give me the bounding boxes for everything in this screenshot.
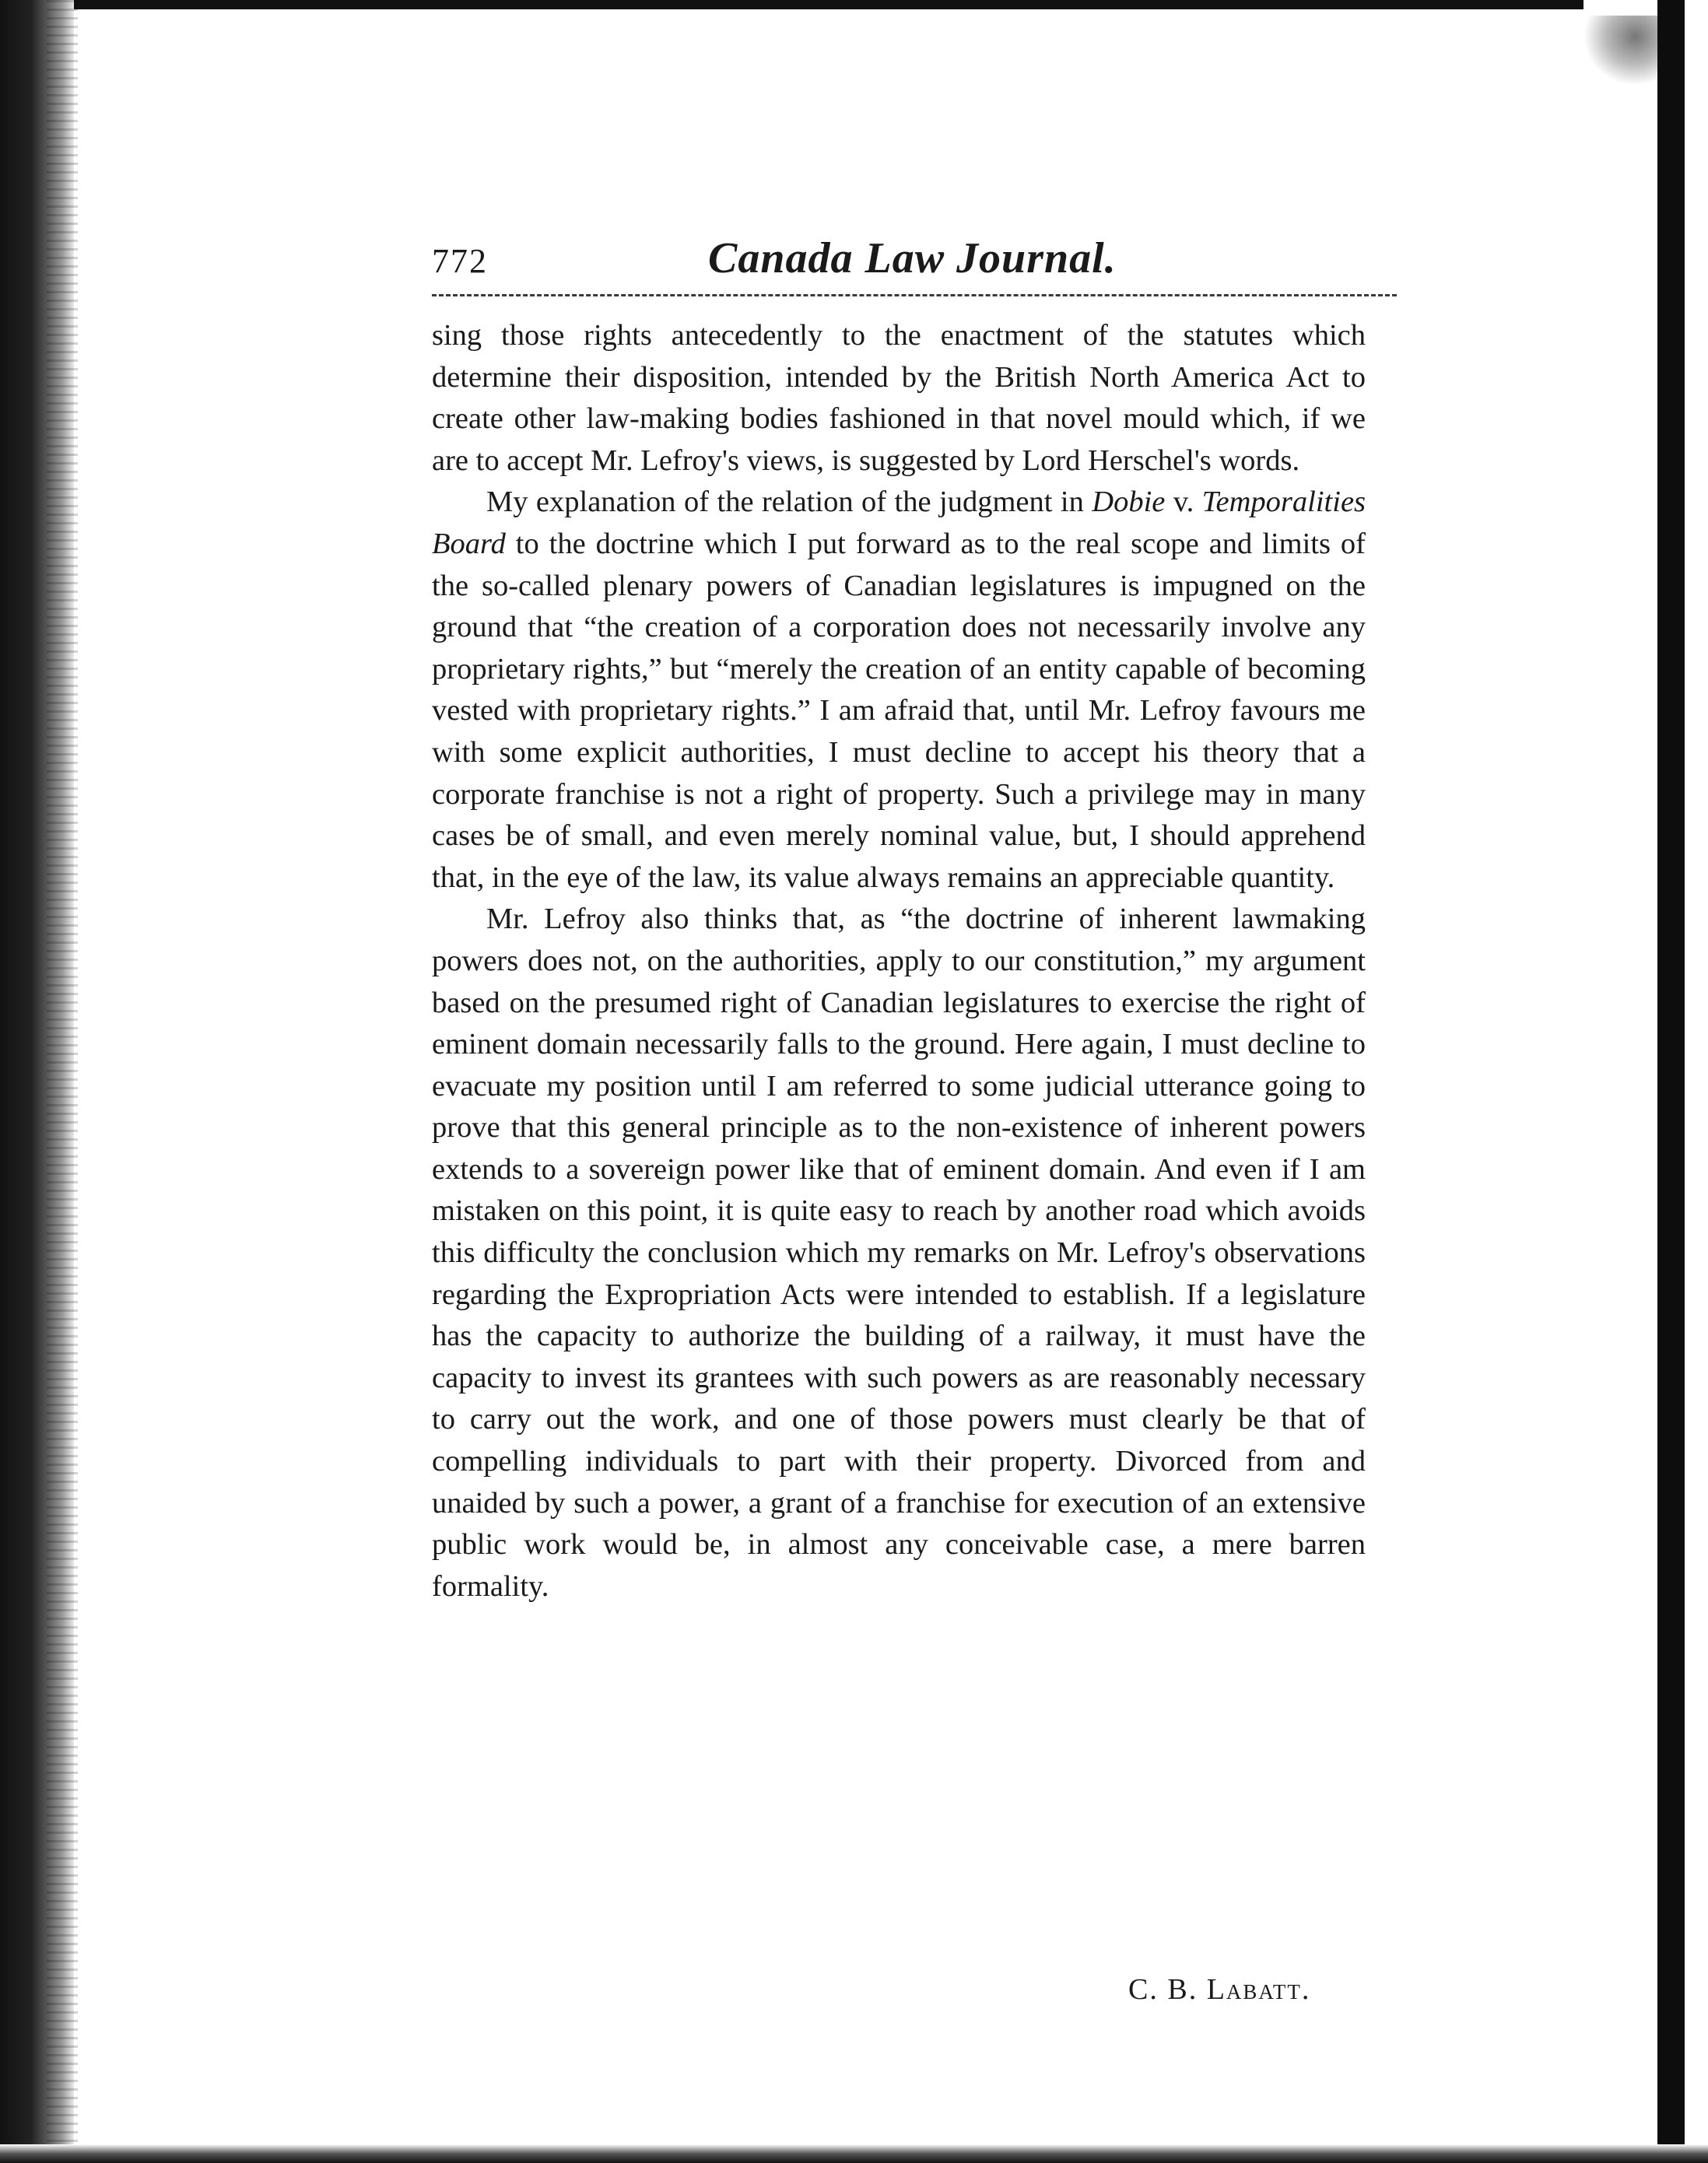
paragraph-text: v. (1165, 486, 1202, 519)
paragraph-text: to the doctrine which I put forward as to the real scope and limits of the so-called plenary powers of Canadian legislatures is impugned on the ground that “the creation of a corporation does not necessarily involve any proprietary rights,” but “merely the creation of an entity capable of becoming vested with proprietary rights.” I am afraid that, until Mr. Lefroy favours me with some explicit authorities, I must decline to accept his theory that a corporate franchise is not a right of property. Such a privilege may in many cases be of small, and even merely nominal value, but, I should apprehend that, in the eye of the law, its value always remains an appreciable quantity. (432, 527, 1366, 894)
scan-border-bottom (0, 2144, 1708, 2163)
header-rule (432, 294, 1397, 296)
scan-border-left (0, 0, 74, 2163)
paragraph (432, 315, 1366, 482)
page-header (432, 233, 1405, 288)
scan-border-bar (1657, 0, 1685, 2163)
scan-shadow (1583, 16, 1657, 86)
scan-border-top (0, 0, 1708, 9)
paragraph-text: sing those rights antecedently to the enactment of the statutes which determine their disposition, intended by the British North America Act to create other law-making bodies fashioned in that novel mould which, if we are to accept Mr. Lefroy's views, is suggested by Lord Herschel's words. (432, 319, 1366, 477)
author-surname: Labatt. (1206, 1973, 1311, 2006)
article-body (432, 315, 1366, 1607)
page-number: 772 (432, 242, 488, 280)
paragraph-text: Mr. Lefroy also thinks that, as “the doctrine of inherent lawmaking powers does not, on the authorities, apply to our constitution,” my argument based on the presumed right of Canadian legislatures to exercise the right of eminent domain necessarily falls to the ground. Here again, I must decline to evacuate my position until I am referred to some judicial utterance going to prove that this general principle as to the non-existence of inherent powers extends to a sovereign power like that of eminent domain. And even if I am mistaken on this point, it is quite easy to reach by another road which avoids this difficulty the conclusion which my remarks on Mr. Lefroy's observations regarding the Expropriation Acts were intended to establish. If a legislature has the capacity to authorize the building of a railway, it must have the capacity to invest its grantees with such powers as are reasonably necessary to carry out the work, and one of those powers must clearly be that of compelling individuals to part with their property. Divorced from and unaided by such a power, a grant of a franchise for execution of an extensive public work would be, in almost any conceivable case, a mere barren formality. (432, 903, 1366, 1603)
case-name: Dobie (1092, 486, 1166, 519)
paragraph (432, 482, 1366, 899)
author-initials: C. B. (1128, 1973, 1207, 2006)
paragraph-text: My explanation of the relation of the judgment in (486, 486, 1092, 519)
case-name: Temporalities Board (432, 486, 1366, 560)
journal-title: Canada Law Journal. (708, 234, 1117, 282)
author-signature (1128, 1972, 1310, 2007)
paragraph (432, 899, 1366, 1607)
scan-border-right (1583, 0, 1708, 2163)
